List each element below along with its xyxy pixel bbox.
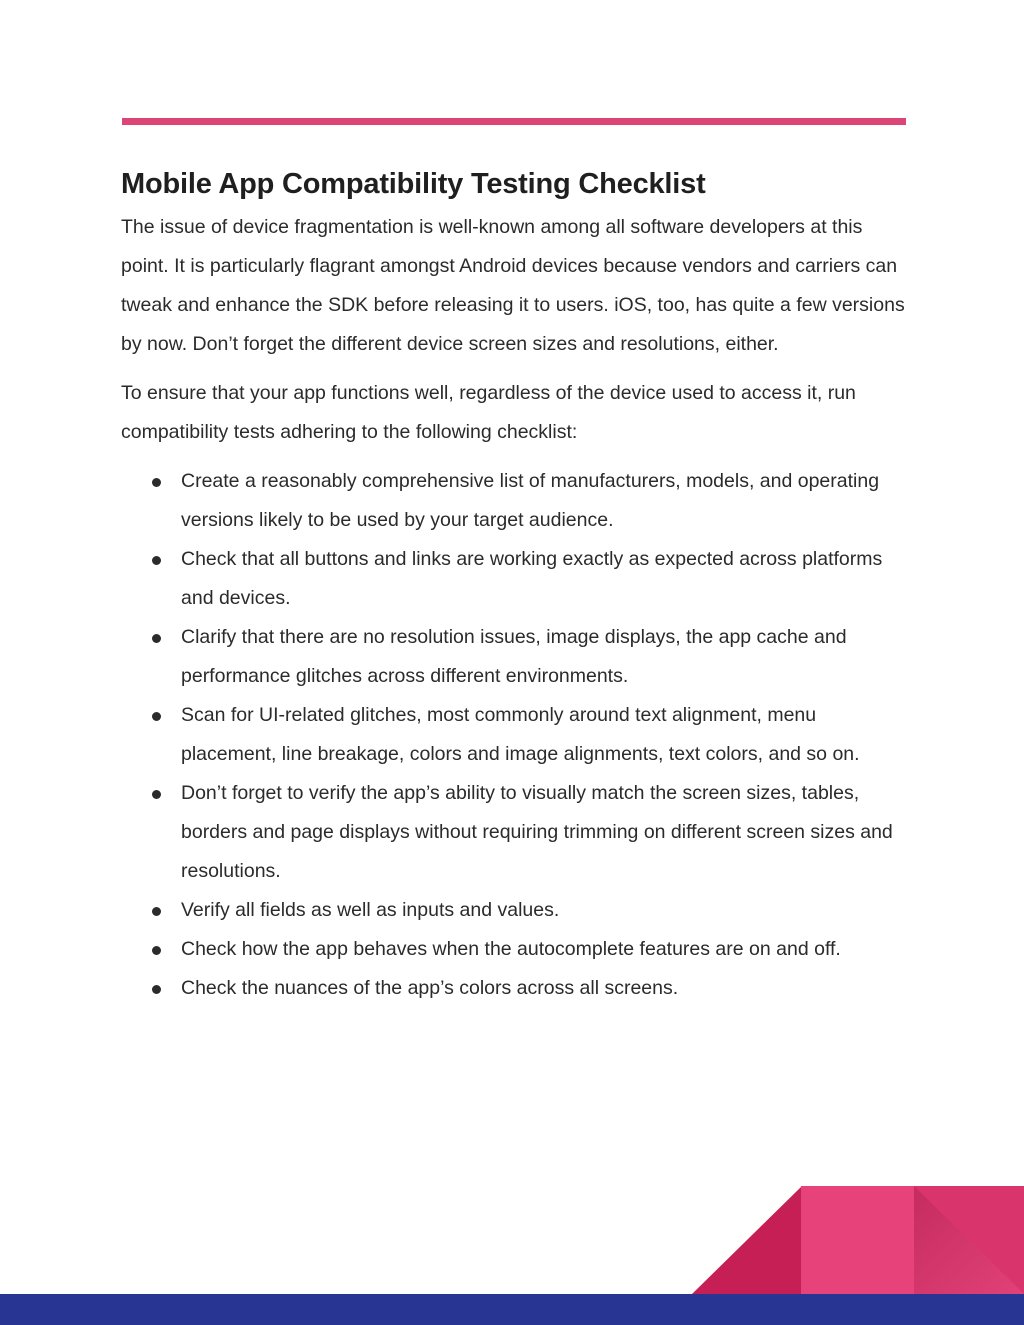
checklist-item-text: Check that all buttons and links are working exactly as expected across platforms and devices. xyxy=(181,548,883,609)
checklist-item-text: Scan for UI-related glitches, most commonly around text alignment, menu placement, line breakage, colors and image alignments, text colors, and so on. xyxy=(181,704,860,765)
checklist-item-text: Verify all fields as well as inputs and values. xyxy=(181,899,560,921)
checklist-item-text: Check the nuances of the app’s colors across all screens. xyxy=(181,977,679,999)
checklist-item-text: Create a reasonably comprehensive list of manufacturers, models, and operating versions likely to be used by your target audience. xyxy=(181,470,880,531)
corner-triangle-shape xyxy=(692,1186,802,1294)
corner-block-shape xyxy=(801,1186,915,1294)
page-title: Mobile App Compatibility Testing Checklist xyxy=(121,168,706,200)
instruction-paragraph: To ensure that your app functions well, regardless of the device used to access it, run compatibility tests adhering to the following checklist: xyxy=(121,382,856,443)
checklist-item-text: Check how the app behaves when the autocomplete features are on and off. xyxy=(181,938,841,960)
checklist-item-text: Clarify that there are no resolution issues, image displays, the app cache and performance glitches across different environments. xyxy=(181,626,847,687)
intro-paragraph: The issue of device fragmentation is well-known among all software developers at this point. It is particularly flagrant amongst Android devices because vendors and carriers can tweak and enhance the SDK before releasing it to users. iOS, too, has quite a few versions by now. Don’t forget the different device screen sizes and resolutions, either. xyxy=(121,216,905,355)
checklist-item-text: Don’t forget to verify the app’s ability to visually match the screen sizes, tables, borders and page displays without requiring trimming on different screen sizes and resolutions. xyxy=(181,782,893,882)
footer-bar xyxy=(0,1294,1024,1325)
